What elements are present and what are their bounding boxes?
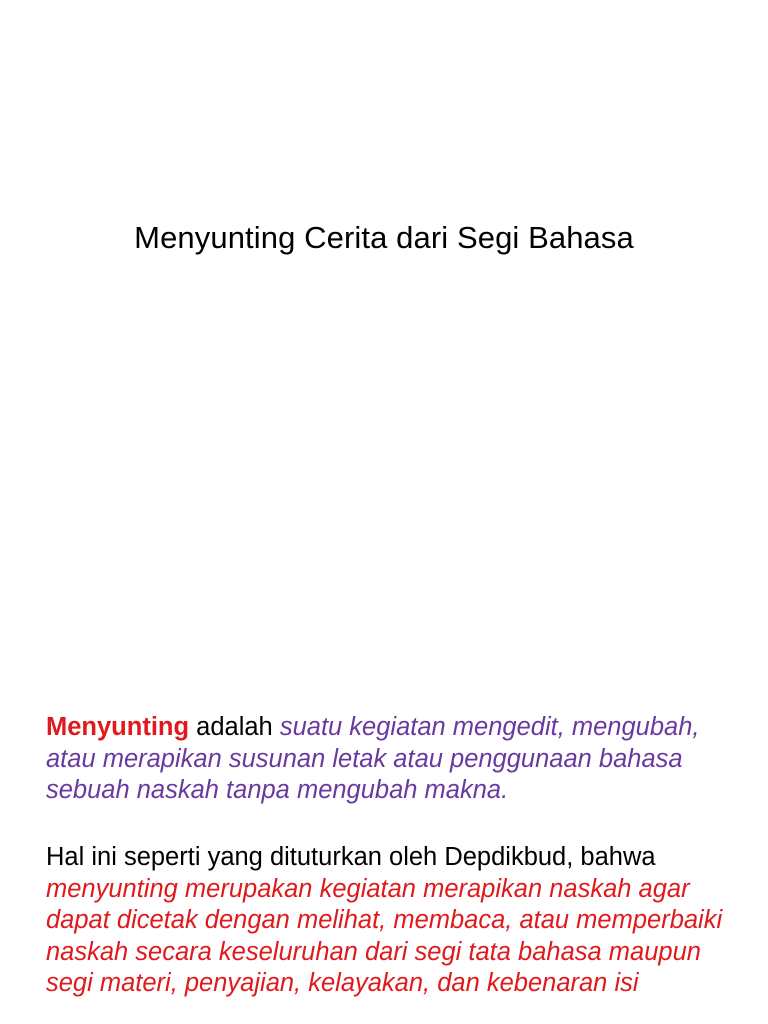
depdikbud-paragraph (46, 842, 736, 1000)
connector-text: adalah (189, 713, 280, 741)
depdikbud-definition-text: menyunting merupakan kegiatan merapikan naskah agar dapat dicetak dengan melihat, membaca, atau memperbaiki naskah secara keseluruhan dari segi tata bahasa maupun segi materi, penyajian, kelayakan, dan kebenaran isi (46, 874, 723, 997)
lead-text: Hal ini seperti yang dituturkan oleh Depdikbud, bahwa (46, 843, 656, 871)
definition-paragraph (46, 712, 736, 807)
definition-text: suatu kegiatan mengedit, mengubah, atau merapikan susunan letak atau penggunaan bahasa sebuah naskah tanpa mengubah makna. (46, 713, 700, 804)
content-slide (0, 576, 768, 1024)
slide-title: Menyunting Cerita dari Segi Bahasa (134, 220, 634, 255)
term-menyunting: Menyunting (46, 713, 190, 741)
